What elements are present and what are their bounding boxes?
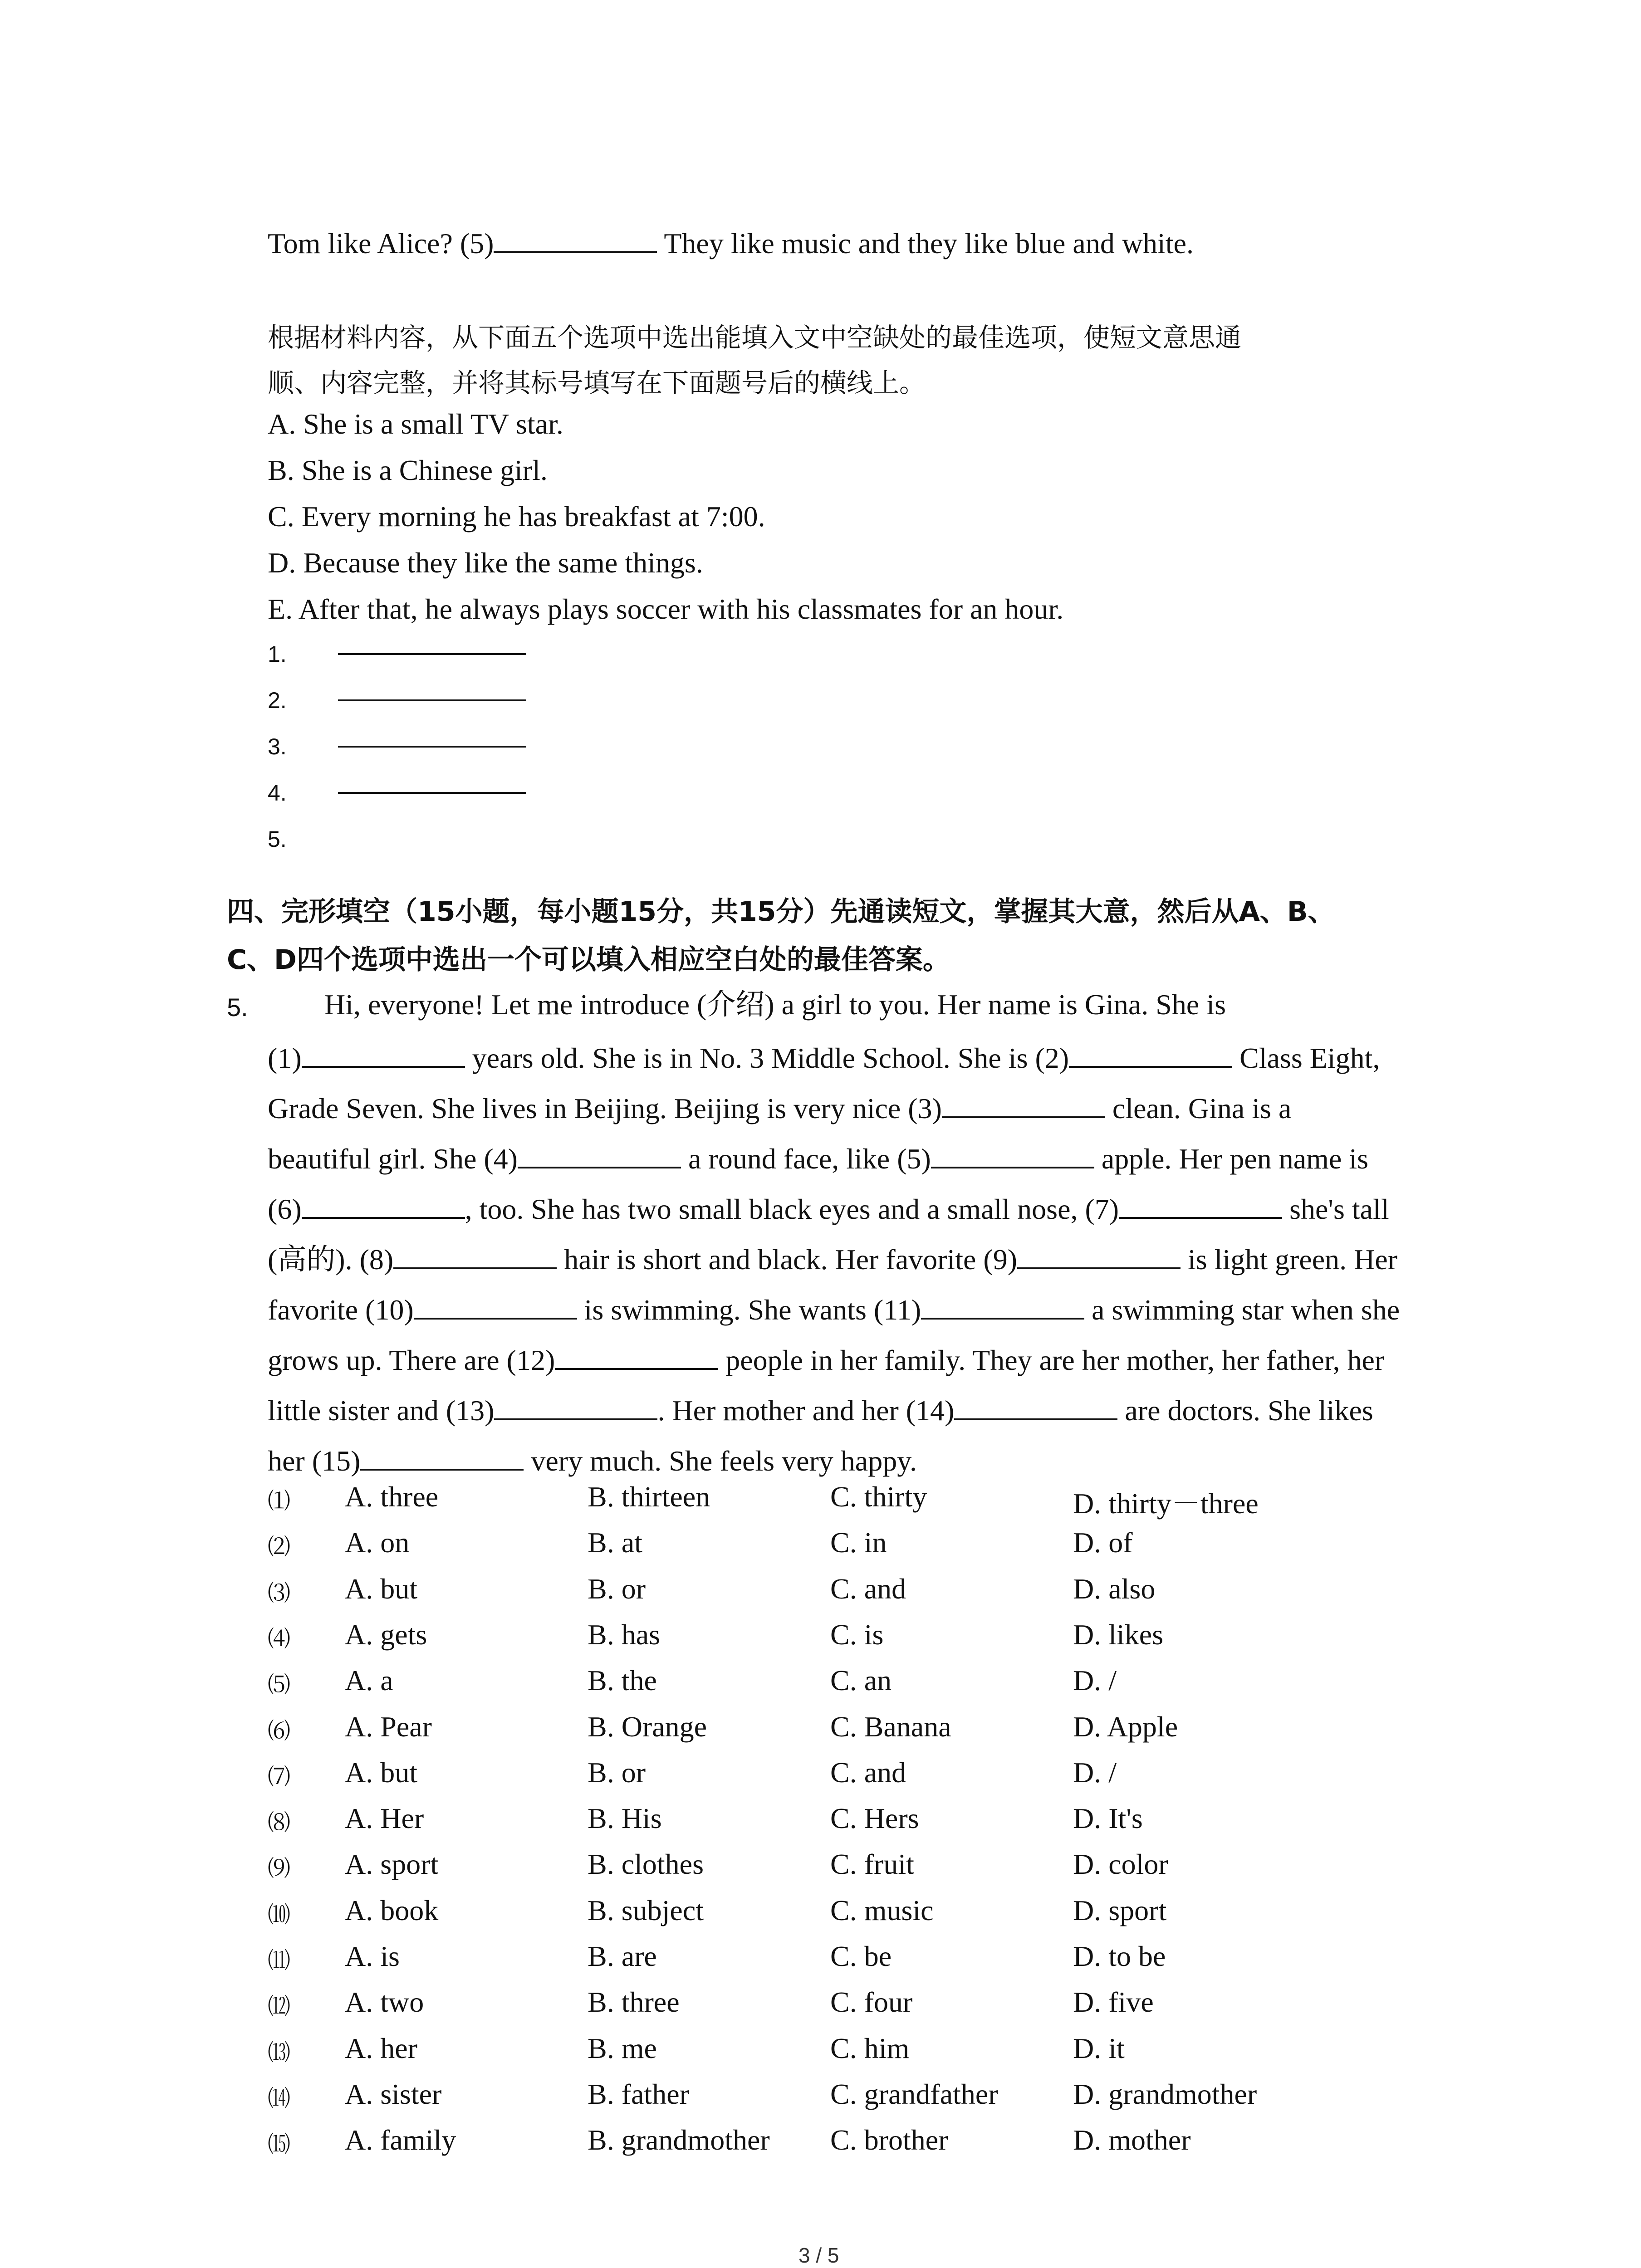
page-number: 3 / 5	[798, 2244, 839, 2267]
option-number: ⒂	[268, 2131, 290, 2157]
option-b[interactable]: B. clothes	[588, 1848, 704, 1880]
passage-text: is light green. Her	[1181, 1243, 1398, 1276]
option-a[interactable]: A. Pear	[345, 1711, 432, 1743]
passage-number: 5.	[227, 993, 248, 1022]
answer-number: 3.	[268, 734, 287, 759]
cloze-blank	[360, 1443, 524, 1471]
passage-text: grows up. There are (12)	[268, 1344, 555, 1376]
option-c[interactable]: C. Banana	[830, 1711, 951, 1743]
cloze-blank	[954, 1393, 1117, 1420]
option-c[interactable]: C. is	[830, 1618, 884, 1651]
cloze-blank	[302, 1192, 465, 1219]
passage-text: beautiful girl. She (4)	[268, 1143, 518, 1175]
option-d[interactable]: D. likes	[1073, 1618, 1164, 1651]
choice-c: C. Every morning he has breakfast at 7:00.	[268, 500, 765, 533]
answer-line	[338, 746, 526, 748]
answer-line	[338, 792, 526, 794]
question-text: Tom like Alice? (5)	[268, 227, 494, 259]
option-d[interactable]: D. It's	[1073, 1802, 1143, 1834]
option-b[interactable]: B. or	[588, 1573, 646, 1605]
option-d[interactable]: D. also	[1073, 1573, 1156, 1605]
option-b[interactable]: B. His	[588, 1802, 662, 1834]
cloze-blank	[931, 1141, 1094, 1168]
option-d[interactable]: D. sport	[1073, 1894, 1167, 1926]
option-a[interactable]: A. but	[345, 1756, 417, 1789]
passage-line	[268, 1242, 1397, 1274]
passage-text: (1)	[268, 1042, 302, 1074]
option-b[interactable]: B. father	[588, 2078, 689, 2110]
option-d[interactable]: D. it	[1073, 2032, 1125, 2064]
cloze-blank	[393, 1242, 557, 1269]
cloze-blank	[1069, 1041, 1232, 1068]
option-c[interactable]: C. music	[830, 1894, 934, 1926]
passage-text: . Her mother and her (14)	[657, 1394, 955, 1427]
answer-number: 5.	[268, 826, 287, 852]
option-b[interactable]: B. at	[588, 1526, 642, 1559]
cloze-blank	[942, 1091, 1105, 1118]
option-number: ⑽	[268, 1902, 290, 1927]
cloze-blank	[414, 1292, 577, 1320]
answer-number: 4.	[268, 780, 287, 806]
choice-b: B. She is a Chinese girl.	[268, 454, 548, 486]
option-b[interactable]: B. Orange	[588, 1711, 707, 1743]
option-b[interactable]: B. the	[588, 1664, 657, 1696]
passage-line	[268, 1393, 1373, 1425]
option-a[interactable]: A. sport	[345, 1848, 439, 1880]
option-number: ⒁	[268, 2086, 290, 2111]
answer-blank	[494, 226, 657, 253]
option-c[interactable]: C. grandfather	[830, 2078, 998, 2110]
passage-line	[268, 1192, 1389, 1224]
option-number: ⒀	[268, 2040, 290, 2065]
option-b[interactable]: B. grandmother	[588, 2124, 770, 2156]
passage-text: Grade Seven. She lives in Beijing. Beijing is very nice (3)	[268, 1092, 942, 1124]
passage-text: (高的). (8)	[268, 1243, 394, 1276]
option-a[interactable]: A. family	[345, 2124, 456, 2156]
passage-text: apple. Her pen name is	[1094, 1143, 1369, 1175]
passage-text: Class Eight,	[1232, 1042, 1380, 1074]
answer-number: 1.	[268, 641, 287, 667]
option-d[interactable]: D. to be	[1073, 1940, 1166, 1972]
option-c[interactable]: C. Hers	[830, 1802, 919, 1834]
option-number: ⑶	[268, 1580, 290, 1606]
answer-line	[338, 699, 526, 701]
option-d[interactable]: D. Apple	[1073, 1711, 1178, 1743]
choice-d: D. Because they like the same things.	[268, 547, 703, 579]
cloze-blank	[494, 1393, 657, 1420]
option-d[interactable]: D. five	[1073, 1986, 1154, 2018]
option-number: ⑵	[268, 1534, 290, 1559]
cloze-blank	[555, 1343, 718, 1370]
option-d[interactable]: D. /	[1073, 1756, 1117, 1789]
passage-text: , too. She has two small black eyes and a small nose, (7)	[465, 1193, 1119, 1225]
option-a[interactable]: A. two	[345, 1986, 424, 2018]
passage-text: clean. Gina is a	[1105, 1092, 1292, 1124]
passage-text: (6)	[268, 1193, 302, 1225]
passage-line	[324, 990, 1226, 1019]
option-c[interactable]: C. and	[830, 1573, 906, 1605]
question-text-tail: They like music and they like blue and white.	[657, 227, 1194, 259]
passage-line	[268, 1292, 1400, 1325]
passage-text: a round face, like (5)	[681, 1143, 931, 1175]
option-d[interactable]: D. of	[1073, 1526, 1133, 1559]
passage-text: very much. She feels very happy.	[524, 1445, 917, 1477]
option-a[interactable]: A. book	[345, 1894, 439, 1926]
passage-text: a swimming star when she	[1084, 1294, 1400, 1326]
option-a[interactable]: A. sister	[345, 2078, 442, 2110]
option-c[interactable]: C. and	[830, 1756, 906, 1789]
passage-line	[268, 1443, 917, 1476]
passage-text: her (15)	[268, 1445, 361, 1477]
cloze-blank	[302, 1041, 465, 1068]
option-a[interactable]: A. three	[345, 1481, 439, 1513]
option-d[interactable]: D. /	[1073, 1664, 1117, 1696]
answer-line	[338, 653, 526, 655]
option-number: ⑷	[268, 1626, 290, 1652]
option-b[interactable]: B. thirteen	[588, 1481, 710, 1513]
section-heading-line-2: C、D四个选项中选出一个可以填入相应空白处的最佳答案。	[227, 944, 950, 976]
option-number: ⑺	[268, 1764, 290, 1789]
passage-text: years old. She is in No. 3 Middle School. She is (2)	[465, 1042, 1069, 1074]
passage-line	[268, 1141, 1368, 1173]
option-a[interactable]: A. a	[345, 1664, 393, 1696]
question-5-line	[268, 226, 1194, 258]
passage-text: she's tall	[1282, 1193, 1389, 1225]
section-heading-line-1: 四、完形填空（15小题，每小题15分，共15分）先通读短文，掌握其大意，然后从A、B、	[227, 896, 1335, 928]
instruction-line-1: 根据材料内容，从下面五个选项中选出能填入文中空缺处的最佳选项，使短文意思通	[268, 322, 1242, 353]
choice-e: E. After that, he always plays soccer with his classmates for an hour.	[268, 593, 1064, 625]
option-b[interactable]: B. three	[588, 1986, 680, 2018]
option-a[interactable]: A. on	[345, 1526, 410, 1559]
option-c[interactable]: C. brother	[830, 2124, 948, 2156]
passage-line	[268, 1343, 1384, 1375]
instruction-line-2: 顺、内容完整，并将其标号填写在下面题号后的横线上。	[268, 367, 926, 398]
option-number: ⑸	[268, 1672, 290, 1697]
option-number: ⑴	[268, 1488, 290, 1514]
option-b[interactable]: B. are	[588, 1940, 657, 1972]
passage-text: Hi, everyone! Let me introduce (介绍) a girl to you. Her name is Gina. She is	[324, 988, 1226, 1021]
option-c[interactable]: C. him	[830, 2032, 910, 2064]
passage-text: favorite (10)	[268, 1294, 414, 1326]
option-d[interactable]: D. thirty－three	[1073, 1487, 1259, 1520]
answer-number: 2.	[268, 688, 287, 713]
option-c[interactable]: C. four	[830, 1986, 913, 2018]
option-d[interactable]: D. color	[1073, 1848, 1168, 1880]
option-number: ⑿	[268, 1994, 290, 2019]
option-d[interactable]: D. mother	[1073, 2124, 1191, 2156]
passage-text: little sister and (13)	[268, 1394, 495, 1427]
option-b[interactable]: B. me	[588, 2032, 657, 2064]
passage-text: are doctors. She likes	[1117, 1394, 1373, 1427]
option-number: ⑼	[268, 1856, 290, 1881]
cloze-blank	[518, 1141, 681, 1168]
option-a[interactable]: A. her	[345, 2032, 417, 2064]
option-b[interactable]: B. subject	[588, 1894, 704, 1926]
cloze-blank	[1119, 1192, 1282, 1219]
passage-text: is swimming. She wants (11)	[577, 1294, 921, 1326]
option-a[interactable]: A. is	[345, 1940, 400, 1972]
option-d[interactable]: D. grandmother	[1073, 2078, 1257, 2110]
option-c[interactable]: C. be	[830, 1940, 892, 1972]
option-number: ⑻	[268, 1810, 290, 1835]
cloze-blank	[1017, 1242, 1181, 1269]
option-c[interactable]: C. fruit	[830, 1848, 914, 1880]
option-b[interactable]: B. or	[588, 1756, 646, 1789]
option-b[interactable]: B. has	[588, 1618, 660, 1651]
option-c[interactable]: C. an	[830, 1664, 892, 1696]
option-number: ⑾	[268, 1948, 290, 1973]
passage-text: people in her family. They are her mother, her father, her	[718, 1344, 1385, 1376]
option-a[interactable]: A. Her	[345, 1802, 424, 1834]
passage-text: hair is short and black. Her favorite (9)	[557, 1243, 1017, 1276]
option-a[interactable]: A. gets	[345, 1618, 427, 1651]
passage-line	[268, 1041, 1380, 1073]
cloze-blank	[921, 1292, 1084, 1320]
passage-line	[268, 1091, 1291, 1123]
option-a[interactable]: A. but	[345, 1573, 417, 1605]
option-c[interactable]: C. thirty	[830, 1481, 927, 1513]
option-number: ⑹	[268, 1718, 290, 1744]
choice-a: A. She is a small TV star.	[268, 408, 563, 440]
option-c[interactable]: C. in	[830, 1526, 887, 1559]
